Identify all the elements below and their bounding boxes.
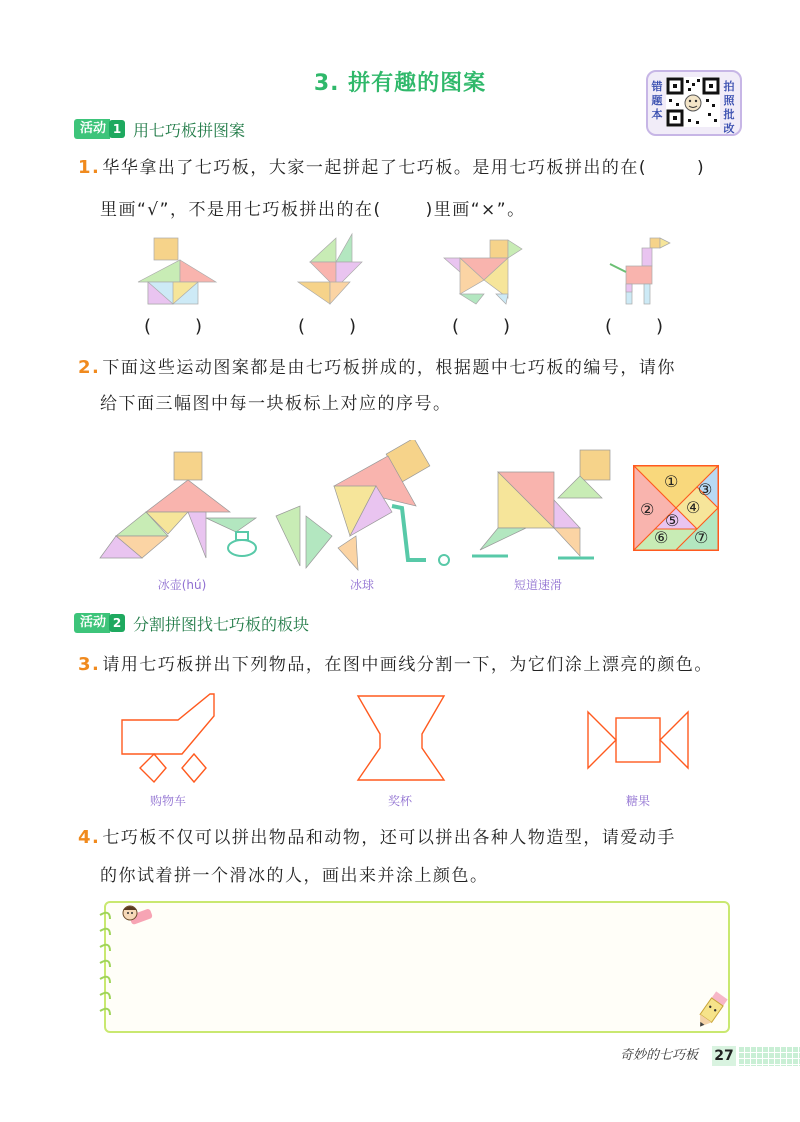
activity-badge: 活动 [74,119,110,139]
drawing-area[interactable] [104,901,730,1033]
piece-number-4: ④ [686,498,701,517]
paren-open: ( [605,316,613,337]
activity-2-header [74,612,309,634]
q1-figures [130,232,730,312]
caption-shopping-cart: 购物车 [149,794,186,808]
answer-paren-1[interactable] [144,316,202,337]
piece-number-1: ① [664,472,679,491]
caption-hockey: 冰球 [349,578,374,592]
qr-right-label: 拍照批改 [723,80,735,135]
activity-title: 分割拼图找七巧板的板块 [133,614,310,634]
activity-badge: 活动 [74,613,110,633]
paren-open: ( [452,316,460,337]
figure-house [138,238,216,304]
qr-left-label: 错题本 [651,80,663,121]
qr-code-icon [666,77,720,127]
figure-pinwheel [298,234,362,304]
question-number: 2. [78,357,101,378]
question-4-line-2: 的你试着拼一个滑冰的人，画出来并涂上颜色。 [100,866,489,886]
question-3-line-1 [78,645,738,685]
question-text: )里画“×”。 [425,200,526,220]
pencil-mascot-icon [690,990,732,1032]
question-1-line-1 [78,148,738,188]
caption-candy: 糖果 [625,794,650,808]
paren-open: ( [298,316,306,337]
figure-hockey [276,440,449,570]
piece-number-6: ⑥ [654,528,669,547]
paren-open: ( [144,316,152,337]
answer-paren-4[interactable] [605,316,663,337]
activity-title: 用七巧板拼图案 [133,120,246,140]
question-2-line-1 [78,348,738,388]
q3-figures [110,690,710,790]
page-number: 27 [712,1046,736,1066]
page-title: 3. 拼有趣的图案 [313,71,487,96]
paren-close: ) [656,316,664,337]
cartoon-kid-icon [118,902,154,928]
activity-number: 2 [109,614,125,632]
caption-curling: 冰壶(hú) [157,578,207,592]
figure-short-track [472,450,610,558]
activity-number: 1 [109,120,125,138]
piece-number-2: ② [640,500,655,519]
paren-close: ) [349,316,357,337]
question-1-line-2 [100,190,760,230]
question-text: 七巧板不仅可以拼出物品和动物，还可以拼出各种人物造型，请爱动手 [102,828,676,848]
paren-close: ) [503,316,511,337]
question-2-line-2: 给下面三幅图中每一块板标上对应的序号。 [100,394,452,414]
question-number: 3. [78,654,101,675]
question-text: 华华拿出了七巧板，大家一起拼起了七巧板。是用七巧板拼出的在( [102,158,648,178]
figure-dog [444,240,522,304]
piece-number-5: ⑤ [665,511,680,530]
outline-shopping-cart [122,694,214,782]
answer-paren-3[interactable] [452,316,510,337]
qr-code-panel[interactable] [646,70,742,136]
piece-number-3: ③ [698,480,713,499]
question-number: 4. [78,827,101,848]
question-4-line-1 [78,818,738,858]
outline-candy [588,712,688,768]
question-text: ) [697,158,706,178]
caption-short-track: 短道速滑 [513,578,562,592]
paren-close: ) [195,316,203,337]
question-number: 1. [78,157,101,178]
figure-giraffe [610,238,670,304]
footer-chapter-title: 奇妙的七巧板 [620,1048,699,1063]
question-text: 里画“√”，不是用七巧板拼出的在( [100,200,382,220]
outline-trophy [358,696,444,780]
question-text: 请用七巧板拼出下列物品，在图中画线分割一下，为它们涂上漂亮的颜色。 [102,655,713,675]
footer-decoration [738,1046,800,1066]
figure-curling [100,452,256,558]
activity-1-header [74,118,245,140]
spiral-binding-icon [96,905,116,1027]
piece-number-7: ⑦ [694,528,709,547]
question-text: 下面这些运动图案都是由七巧板拼成的，根据题中七巧板的编号，请你 [102,358,676,378]
answer-paren-2[interactable] [298,316,356,337]
caption-trophy: 奖杯 [387,794,412,808]
